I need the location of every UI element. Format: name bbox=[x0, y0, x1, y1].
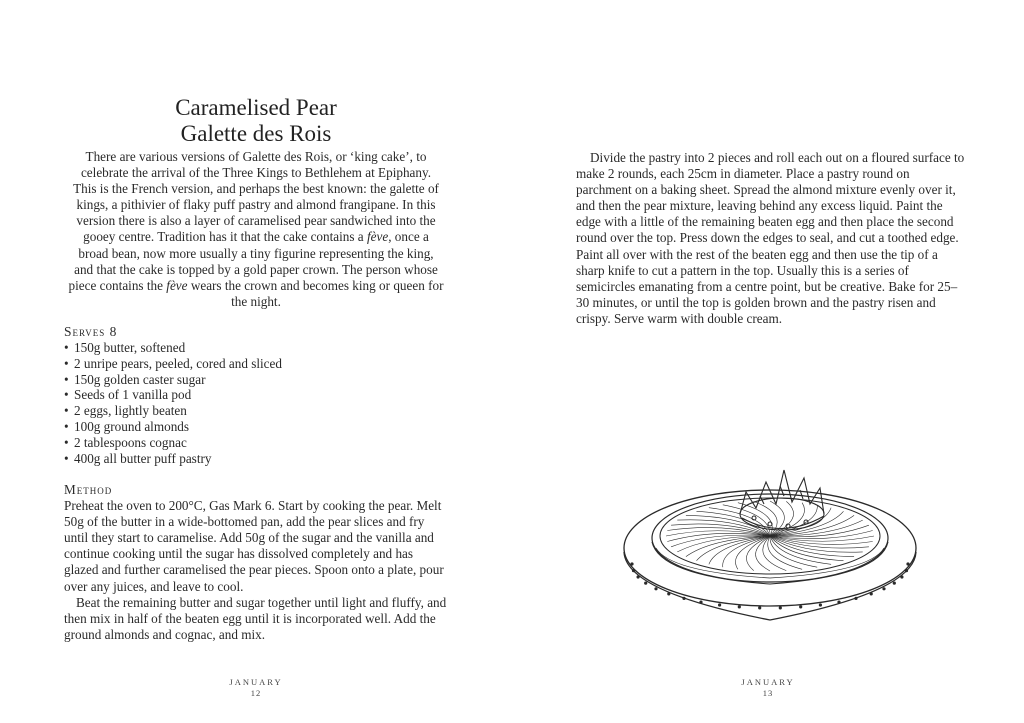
recipe-title-line-1: Caramelised Pear bbox=[175, 95, 337, 120]
ingredient-text: 2 unripe pears, peeled, cored and sliced bbox=[74, 355, 282, 371]
method-section bbox=[64, 482, 448, 643]
feve-italic: fève bbox=[166, 277, 188, 293]
folio-left bbox=[196, 677, 316, 699]
recipe-title-line-2: Galette des Rois bbox=[180, 121, 332, 146]
galette-with-crown-illustration bbox=[620, 452, 924, 624]
ingredient-text: 150g butter, softened bbox=[74, 340, 186, 355]
recipe-intro bbox=[68, 149, 444, 310]
bullet-icon: • bbox=[64, 403, 69, 419]
intro-text-segment: There are various versions of Galette des Rois, or ‘king cake’, to celebrate the arrival of the Three Kings to Bethlehem at Epiphany. This is the French version, and perhaps the best known: the galette of kings, a pithivier of flaky puff pastry and almond frangipane. In this version there is also a layer of caramelised pear sandwiched into the gooey centre. Tradition has it that the cake contains a bbox=[73, 149, 439, 245]
folio-month: JANUARY bbox=[741, 677, 795, 687]
bullet-icon: • bbox=[64, 355, 69, 371]
page-number: 12 bbox=[250, 688, 262, 698]
method-continued: Divide the pastry into 2 pieces and roll each out on a floured surface to make 2 rounds, each 25cm in diameter. Place a pastry round on parchment on a baking sheet. Spread the almond mixture evenly over it, and then the pear mixture, leaving behind any excess liquid. Paint the edge with a little of the remaining beaten egg and then place the second round over the top. Press down the edges to seal, and cut a toothed edge. Paint all over with the rest of the beaten egg and then use the tip of a sharp knife to cut a pattern in the top. Usually this is a series of semicircles emanating from a centre point, but be creative. Bake for 25–30 minutes, or until the top is golden brown and the pastry risen and crispy. Serve warm with double cream. bbox=[576, 150, 965, 326]
serves-section bbox=[64, 324, 444, 466]
bullet-icon: • bbox=[64, 434, 69, 450]
ingredient-text: Seeds of 1 vanilla pod bbox=[74, 387, 192, 403]
ingredient-list bbox=[64, 340, 444, 466]
ingredient-item bbox=[64, 435, 444, 451]
serves-heading: Serves 8 bbox=[64, 324, 118, 339]
ingredient-item bbox=[64, 340, 444, 356]
ingredient-text: 100g ground almonds bbox=[74, 418, 190, 434]
ingredient-item bbox=[64, 356, 444, 372]
intro-text-segment: , once a broad bean, now more usually a tiny figurine representing the king, and that the cake is topped by a gold paper crown. The person whose piece contains the bbox=[68, 229, 438, 293]
ingredient-item bbox=[64, 403, 444, 419]
folio-right bbox=[708, 677, 828, 699]
bullet-icon: • bbox=[64, 340, 69, 355]
ingredient-item bbox=[64, 387, 444, 403]
ingredient-text: 150g golden caster sugar bbox=[74, 371, 206, 387]
ingredient-text: 2 eggs, lightly beaten bbox=[74, 403, 187, 419]
feve-italic: fève bbox=[366, 229, 389, 245]
ingredient-item bbox=[64, 419, 444, 435]
method-heading: Method bbox=[64, 482, 113, 497]
bullet-icon: • bbox=[64, 450, 69, 466]
ingredient-item bbox=[64, 451, 444, 467]
right-page bbox=[512, 0, 1024, 723]
intro-text-segment: wears the crown and becomes king or queen for the night. bbox=[187, 277, 444, 309]
page-number: 13 bbox=[762, 688, 774, 698]
ingredient-text: 2 tablespoons cognac bbox=[74, 434, 187, 450]
method-paragraph-2: Beat the remaining butter and sugar together until light and fluffy, and then mix in half of the beaten egg until it is incorporated well. Add the ground almonds and cognac, and mix. bbox=[64, 594, 447, 642]
folio-month: JANUARY bbox=[229, 677, 283, 687]
bullet-icon: • bbox=[64, 371, 69, 387]
ingredient-text: 400g all butter puff pastry bbox=[74, 450, 212, 466]
ingredient-item bbox=[64, 372, 444, 388]
bullet-icon: • bbox=[64, 418, 69, 434]
method-paragraph-1: Preheat the oven to 200°C, Gas Mark 6. Start by cooking the pear. Melt 50g of the butter in a wide-bottomed pan, add the pear slices and fry until they start to caramelise. Add 50g of the sugar and the vanilla and continue cooking until the sugar has dissolved completely and has glazed and further caramelised the pear pieces. Spoon onto a plate, pour over any juices, and leave to cool. bbox=[64, 498, 444, 594]
bullet-icon: • bbox=[64, 387, 69, 403]
recipe-title bbox=[100, 95, 412, 147]
